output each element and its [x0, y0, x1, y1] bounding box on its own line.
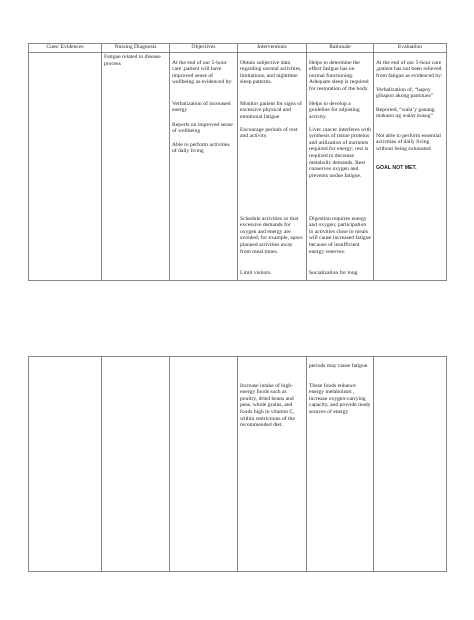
goal-status: GOAL NOT MET. [376, 165, 417, 172]
rationale-item: Liver cancer interferes with synthesis of tissue proteins and utilization of nutrients required for energy; rest is required to decrease metabolic demands. Rest conserves oxygen and prevents undue fatigue. [309, 126, 371, 179]
header-evaluation: Evaluation [374, 44, 447, 53]
header-objectives: Objectives [170, 44, 238, 53]
cues-cell [29, 53, 102, 281]
cues-cell [29, 357, 102, 572]
objective-intro: At the end of our 5-hour care ,patient will have improved sense of wellbeing as evidenced by: [172, 59, 233, 86]
rationale-item: Digestion requires energy and oxygen; participation in activities close to meals will cause increased fatigue because of insufficient energy reserves. [309, 215, 371, 255]
header-diagnosis: Nursing Diagnosis [102, 44, 170, 53]
care-plan-table-page1 [28, 43, 447, 281]
header-rationale: Rationale [307, 44, 374, 53]
objectives-cell [170, 53, 238, 281]
table-row [29, 53, 447, 281]
evaluation-cell [374, 357, 447, 572]
intervention-item: Encourage periods of rest and activity. [240, 126, 298, 140]
evaluation-item: Verbalization of, “hapoy gihapon akong paminaw” [376, 86, 434, 100]
diagnosis-cell [102, 53, 170, 281]
care-plan-table-page2 [28, 356, 447, 572]
interventions-cell [238, 53, 307, 281]
rationale-cell [307, 357, 374, 572]
objective-item: Able to perform activities of daily living [172, 141, 230, 155]
evaluation-item: Reported, “wala’y ganang mukaon ug walay kusog” [376, 106, 435, 120]
rationale-cell [307, 53, 374, 281]
rationale-item: Helps to develop a guideline for adjusting activity. [309, 100, 360, 120]
diagnosis-text: Fatigue related to disease process [104, 54, 161, 67]
objective-item: Verbalization of increased energy [172, 100, 231, 114]
evaluation-cell [374, 53, 447, 281]
table-row [29, 357, 447, 572]
rationale-item: These foods enhance energy metabolism , increase oxygen-carrying capacity, and provide ready sources of energy [309, 382, 371, 415]
rationale-item: periods may cause fatigue. [309, 362, 369, 369]
rationale-item: Socialization for long [309, 269, 358, 276]
header-interventions: Interventions [238, 44, 307, 53]
intervention-item: Monitor patient for signs of excessive physical and emotional fatigue [240, 100, 302, 120]
header-cues: Cues/ Evidences [29, 44, 102, 53]
rationale-item: Helps to determine the effect fatigue has on normal functioning. Adequate sleep is required for restoration of the body. [309, 59, 369, 92]
evaluation-item: Not able to perform essential activities of daily living without being exhausted [376, 132, 441, 152]
interventions-cell [238, 357, 307, 572]
objectives-cell [170, 357, 238, 572]
header-row [29, 44, 447, 53]
intervention-item: Increase intake of high-energy foods such as poultry, dried beans and peas, whole grains, and foods high in vitamin C, within restrictions of the recommended diet. [240, 382, 295, 429]
intervention-item: Schedule activities so that excessive demands for oxygen and energy are avoided; for example, space planned activities away from meal times. [240, 215, 303, 255]
diagnosis-cell [102, 357, 170, 572]
intervention-item: Limit visitors. [240, 269, 272, 276]
evaluation-intro: At the end of our 5-hour care ,patient has not been relieved from fatigue as evidenced by: [376, 59, 443, 79]
intervention-item: Obtain subjective data regarding normal activities, limitations, and nighttime sleep patterns. [240, 59, 302, 86]
objective-item: Reports on improved sense of wellbeing [172, 121, 233, 135]
